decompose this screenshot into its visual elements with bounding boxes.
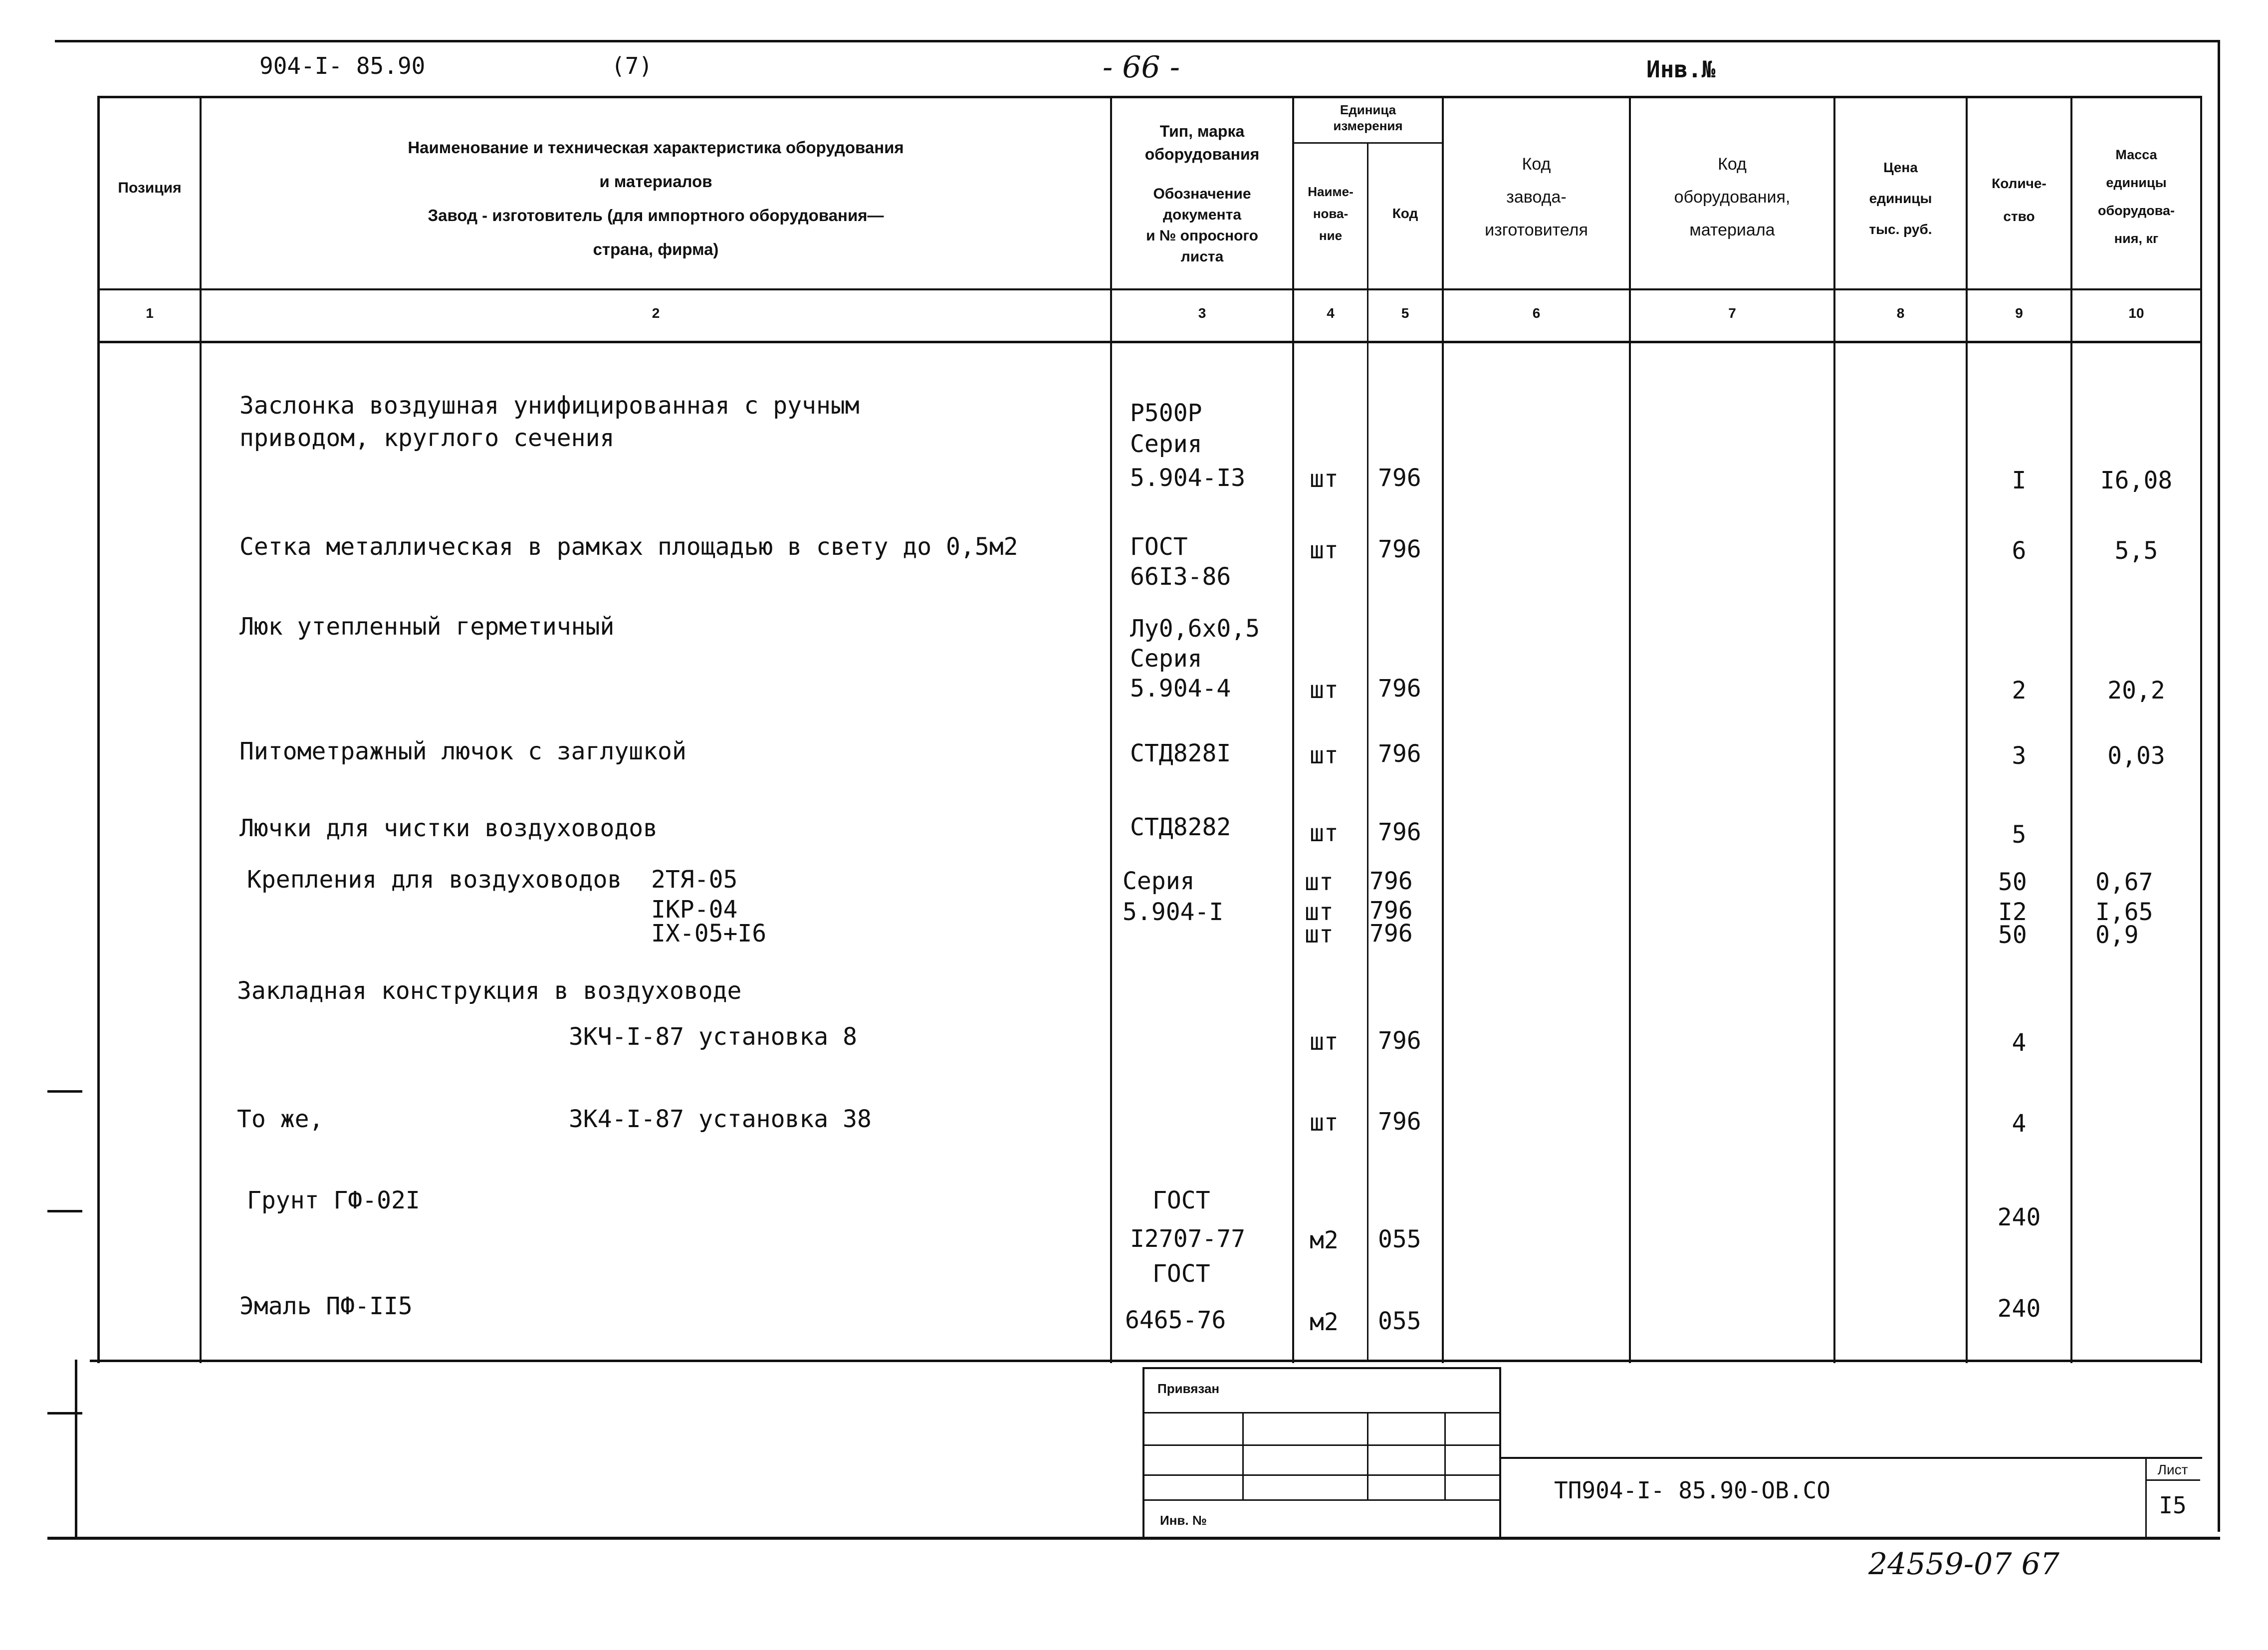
item-mark: 2ТЯ-05	[651, 866, 738, 894]
item-unit-code: 055	[1378, 1307, 1421, 1335]
item-unit-code: 796	[1378, 464, 1421, 492]
header-equipment-code: Код оборудования, материала	[1674, 155, 1791, 239]
column-number: 6	[1532, 305, 1541, 321]
item-type: I2707-77	[1130, 1225, 1246, 1253]
item-unit-code: 796	[1378, 1108, 1421, 1136]
item-sub: ЗК4-I-87 установка 38	[569, 1105, 872, 1133]
item-unit: шт	[1310, 1028, 1339, 1056]
item-unit: шт	[1310, 465, 1339, 493]
item-name: приводом, круглого сечения	[239, 424, 615, 452]
column-number: 3	[1198, 305, 1206, 321]
item-mass: 20,2	[2107, 677, 2165, 705]
item-mass: 5,5	[2114, 537, 2158, 565]
header-plant-code: Код завода- изготовителя	[1485, 155, 1588, 239]
item-name: Люк утепленный герметичный	[239, 613, 615, 641]
item-unit: шт	[1305, 898, 1334, 926]
item-name: Крепления для воздуховодов	[247, 866, 622, 894]
item-type: ГОСТ	[1130, 533, 1188, 561]
item-unit-code: 796	[1378, 535, 1421, 563]
item-unit: шт	[1305, 921, 1334, 948]
item-unit: шт	[1310, 1109, 1339, 1137]
item-name: Лючки для чистки воздуховодов	[239, 814, 658, 842]
header-doc: Обозначение документа и № опросного листа	[1146, 186, 1258, 265]
page-number: - 66 -	[1103, 50, 1180, 85]
item-type: СТД828I	[1130, 739, 1231, 767]
header-type: Тип, марка оборудования	[1144, 122, 1260, 163]
item-type: ГОСТ	[1152, 1186, 1210, 1214]
item-quantity: I2	[1998, 898, 2027, 926]
item-type: 5.904-I3	[1130, 464, 1246, 492]
item-mass: 0,67	[2095, 868, 2153, 896]
column-number: 8	[1896, 305, 1905, 321]
item-quantity: 50	[1998, 921, 2027, 949]
item-type: Серия	[1130, 645, 1202, 673]
item-quantity: 4	[2012, 1110, 2027, 1138]
top-inv-label: Инв.№	[1646, 56, 1716, 83]
archive-number: 24559-07 67	[1868, 1547, 2059, 1582]
header-unit-name: Наиме- нова- ние	[1308, 184, 1354, 243]
item-mass: I6,08	[2100, 467, 2173, 494]
header-mass: Масса единицы оборудова- ния, кг	[2097, 147, 2175, 246]
item-name: То же,	[237, 1105, 324, 1133]
item-sub: ЗКЧ-I-87 установка 8	[569, 1023, 857, 1051]
item-name: Закладная конструкция в воздуховоде	[237, 977, 742, 1005]
item-unit: шт	[1310, 741, 1339, 769]
item-type: Серия	[1123, 867, 1195, 895]
item-mass: 0,03	[2107, 742, 2165, 770]
item-unit-code: 796	[1369, 897, 1413, 925]
item-type: 66I3-86	[1130, 563, 1231, 591]
item-unit-code: 796	[1369, 920, 1413, 947]
column-number: 9	[2015, 305, 2023, 321]
item-unit-code: 796	[1369, 867, 1413, 895]
item-quantity: 50	[1998, 868, 2027, 896]
item-name: Питометражный лючок с заглушкой	[239, 737, 686, 765]
item-type: 5.904-4	[1130, 675, 1231, 703]
header-unit-group: Единица измерения	[1333, 102, 1403, 133]
stamp-doc-code: ТП904-I- 85.90-ОВ.СО	[1554, 1477, 1830, 1504]
item-unit-code: 055	[1378, 1225, 1421, 1253]
item-quantity: 4	[2012, 1029, 2027, 1057]
item-unit-code: 796	[1378, 740, 1421, 768]
item-quantity: 2	[2012, 677, 2027, 705]
item-quantity: 240	[1997, 1203, 2041, 1231]
item-unit-code: 796	[1378, 675, 1421, 703]
column-number: 2	[652, 305, 660, 321]
item-unit-code: 796	[1378, 1027, 1421, 1055]
top-doc-code: 904-I- 85.90	[259, 52, 426, 79]
column-number: 7	[1728, 305, 1736, 321]
item-quantity: I	[2012, 467, 2027, 494]
item-type: Серия	[1130, 430, 1202, 458]
top-sheet-index: (7)	[611, 52, 653, 79]
item-type: Р500Р	[1130, 399, 1202, 427]
item-name: Грунт ГФ-02I	[247, 1186, 420, 1214]
item-name: Эмаль ПФ-II5	[239, 1292, 413, 1320]
item-unit: шт	[1305, 868, 1334, 896]
stamp-sheet-number: I5	[2159, 1492, 2187, 1519]
column-number: 5	[1401, 305, 1409, 321]
header-name: Наименование и техническая характеристика оборудования и материалов Завод - изготовитель (для импортного оборудования— страна, фирма)	[408, 138, 904, 258]
item-quantity: 240	[1997, 1295, 2041, 1323]
item-unit: шт	[1310, 676, 1339, 704]
item-type: ГОСТ	[1152, 1260, 1210, 1288]
item-mass: 0,9	[2095, 921, 2139, 949]
item-type: 6465-76	[1125, 1306, 1226, 1334]
item-unit: м2	[1310, 1226, 1339, 1254]
item-mass: I,65	[2095, 898, 2153, 926]
item-mark: IХ-05+I6	[651, 920, 767, 947]
item-quantity: 6	[2012, 537, 2027, 565]
stamp-linked-label: Привязан	[1157, 1381, 1220, 1396]
item-quantity: 3	[2012, 742, 2027, 770]
item-name: Заслонка воздушная унифицированная с ручным	[239, 392, 860, 420]
column-number: 4	[1327, 305, 1335, 321]
stamp-sheet-label: Лист	[2157, 1462, 2188, 1477]
item-mark: IКР-04	[651, 896, 738, 924]
item-type: Лу0,6х0,5	[1130, 615, 1260, 643]
column-number: 10	[2128, 305, 2144, 321]
header-quantity: Количе- ство	[1992, 176, 2046, 224]
header-position: Позиция	[118, 180, 182, 196]
item-type: СТД8282	[1130, 813, 1231, 841]
header-price: Цена единицы тыс. руб.	[1869, 160, 1932, 237]
item-unit: шт	[1310, 819, 1339, 847]
item-quantity: 5	[2012, 821, 2027, 849]
stamp-inv-label: Инв. №	[1160, 1513, 1207, 1528]
item-name: Сетка металлическая в рамках площадью в свету до 0,5м2	[239, 533, 1018, 561]
column-number: 1	[146, 305, 154, 321]
item-unit: м2	[1310, 1308, 1339, 1336]
header-unit-code: Код	[1392, 206, 1418, 221]
item-unit-code: 796	[1378, 818, 1421, 846]
item-type: 5.904-I	[1123, 898, 1224, 926]
item-unit: шт	[1310, 536, 1339, 564]
